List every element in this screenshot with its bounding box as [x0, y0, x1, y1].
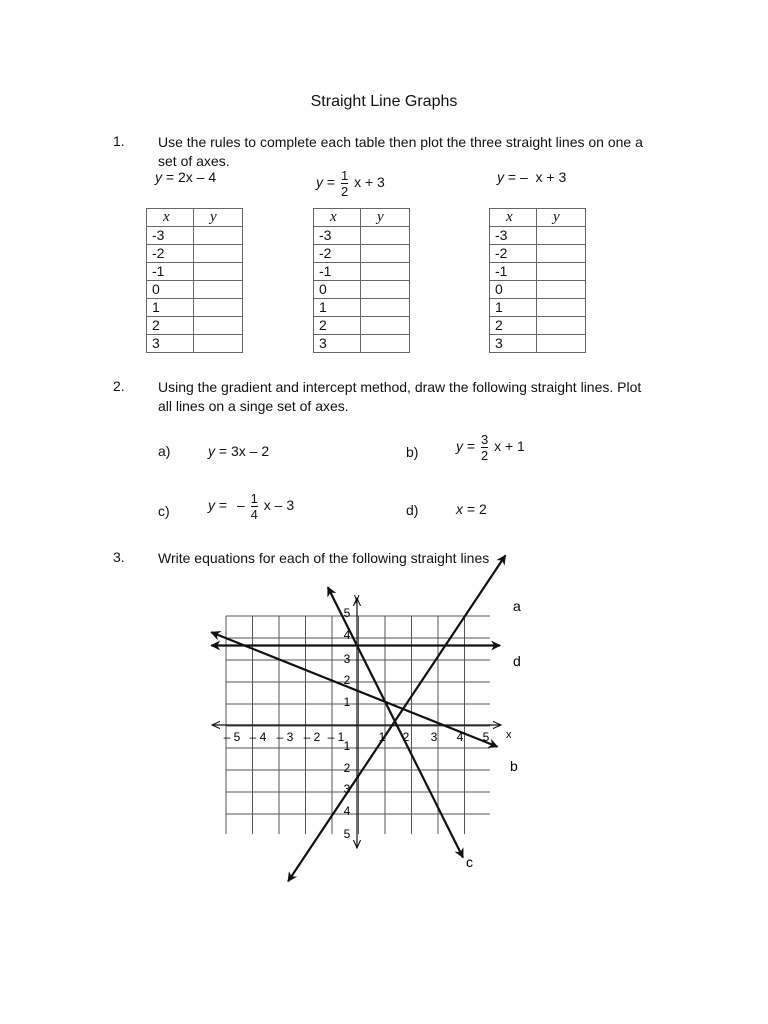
item-a-lhs: y — [208, 443, 215, 459]
table-2-x-cell: 0 — [314, 281, 361, 299]
x-tick-label: 3 — [430, 730, 438, 744]
item-c-lhs: y — [208, 497, 215, 514]
rule-3-rest: – x + 3 — [519, 169, 567, 185]
y-tick-label: 1 — [343, 695, 351, 709]
table-1-header-x: x — [147, 209, 194, 227]
table-2-x-cell: 3 — [314, 335, 361, 353]
y-tick-label: 5 — [343, 827, 351, 841]
y-tick-label: 2 — [343, 673, 351, 687]
question-3-text: Write equations for each of the following straight lines — [158, 550, 490, 566]
table-2-x-cell: -1 — [314, 263, 361, 281]
y-tick-label: 3 — [343, 652, 351, 666]
item-b-denominator: 2 — [480, 448, 489, 463]
table-3-x-cell: 0 — [490, 281, 537, 299]
table-2-x-cell: 1 — [314, 299, 361, 317]
line-label-b: b — [510, 758, 518, 774]
question-3-number: 3. — [113, 549, 125, 565]
table-2-x-cell: 2 — [314, 317, 361, 335]
rule-3-lhs: y — [497, 169, 504, 185]
table-1-header-y: y — [194, 209, 243, 227]
rule-2-numerator: 1 — [340, 168, 349, 183]
x-tick-label: – 2 — [303, 730, 321, 744]
table-3-header-x: x — [490, 209, 537, 227]
y-tick-label: 3 — [343, 782, 351, 796]
rule-1-lhs: y — [155, 169, 162, 185]
rule-2-rest: x + 3 — [354, 174, 385, 191]
item-c-denominator: 4 — [250, 507, 258, 522]
table-2-header-y: y — [361, 209, 410, 227]
table-1-x-cell: 3 — [147, 335, 194, 353]
table-1-x-cell: 0 — [147, 281, 194, 299]
rule-2-equals: = — [326, 174, 336, 191]
y-tick-label: 2 — [343, 761, 351, 775]
rule-2-lhs: y — [316, 174, 323, 191]
table-1-x-cell: -2 — [147, 245, 194, 263]
item-b-numerator: 3 — [480, 432, 489, 447]
table-3-x-cell: 3 — [490, 335, 537, 353]
table-1-x-cell: 2 — [147, 317, 194, 335]
item-b-equals: = — [466, 438, 476, 455]
page-title: Straight Line Graphs — [310, 93, 458, 110]
item-c-sign: – — [236, 497, 245, 514]
x-tick-label: – 4 — [249, 730, 267, 744]
question-1-text: Use the rules to complete each table then plot the three straight lines on one a set of axes. — [158, 134, 643, 169]
item-c-equals: = — [218, 497, 228, 514]
rule-2-denominator: 2 — [340, 184, 349, 199]
table-3-x-cell: -3 — [490, 227, 537, 245]
item-b-rest: x + 1 — [494, 438, 525, 455]
table-3-x-cell: -2 — [490, 245, 537, 263]
line-label-a: a — [513, 598, 521, 614]
y-tick-label: 4 — [343, 804, 351, 818]
item-d-label: d) — [406, 502, 419, 518]
item-d-lhs: x — [456, 501, 463, 517]
item-b-lhs: y — [456, 438, 463, 455]
item-c-numerator: 1 — [250, 491, 258, 506]
table-3-x-cell: 1 — [490, 299, 537, 317]
item-d-equals: = — [466, 501, 476, 517]
item-b-label: b) — [406, 444, 419, 460]
table-2-header-x: x — [314, 209, 361, 227]
line-label-c: c — [466, 854, 473, 870]
question-1-number: 1. — [113, 133, 125, 149]
table-1-x-cell: 1 — [147, 299, 194, 317]
rule-1-rest: 2x – 4 — [177, 169, 217, 185]
x-axis-label: x — [506, 729, 512, 741]
question-2-text: Using the gradient and intercept method, draw the following straight lines. Plot all lines on a singe set of axes. — [158, 379, 642, 414]
table-3-header-y: y — [537, 209, 586, 227]
line-a — [288, 555, 505, 881]
table-1-x-cell: -1 — [147, 263, 194, 281]
item-a-equals: = — [218, 443, 228, 459]
item-a-label: a) — [158, 443, 171, 459]
rule-3-equals: = — [507, 169, 517, 185]
item-a-rest: 3x – 2 — [230, 443, 270, 459]
x-tick-label: 5 — [482, 730, 490, 744]
item-c-label: c) — [158, 503, 170, 519]
y-tick-label: 5 — [343, 606, 351, 620]
x-tick-label: 1 — [378, 730, 386, 744]
table-3-x-cell: -1 — [490, 263, 537, 281]
y-tick-label: 4 — [343, 628, 351, 642]
x-tick-label: 4 — [456, 730, 464, 744]
y-axis-label: y — [354, 592, 360, 604]
item-d-rest: 2 — [478, 501, 487, 517]
y-tick-label: 1 — [343, 739, 351, 753]
x-tick-label: – 1 — [327, 730, 345, 744]
table-3-x-cell: 2 — [490, 317, 537, 335]
x-tick-label: – 5 — [223, 730, 241, 744]
table-1-x-cell: -3 — [147, 227, 194, 245]
item-c-rest: x – 3 — [263, 497, 295, 514]
table-2-x-cell: -2 — [314, 245, 361, 263]
rule-1-equals: = — [165, 169, 175, 185]
question-2-number: 2. — [113, 378, 125, 394]
line-label-d: d — [513, 653, 521, 669]
x-tick-label: – 3 — [276, 730, 294, 744]
x-tick-label: 2 — [402, 730, 410, 744]
table-2-x-cell: -3 — [314, 227, 361, 245]
